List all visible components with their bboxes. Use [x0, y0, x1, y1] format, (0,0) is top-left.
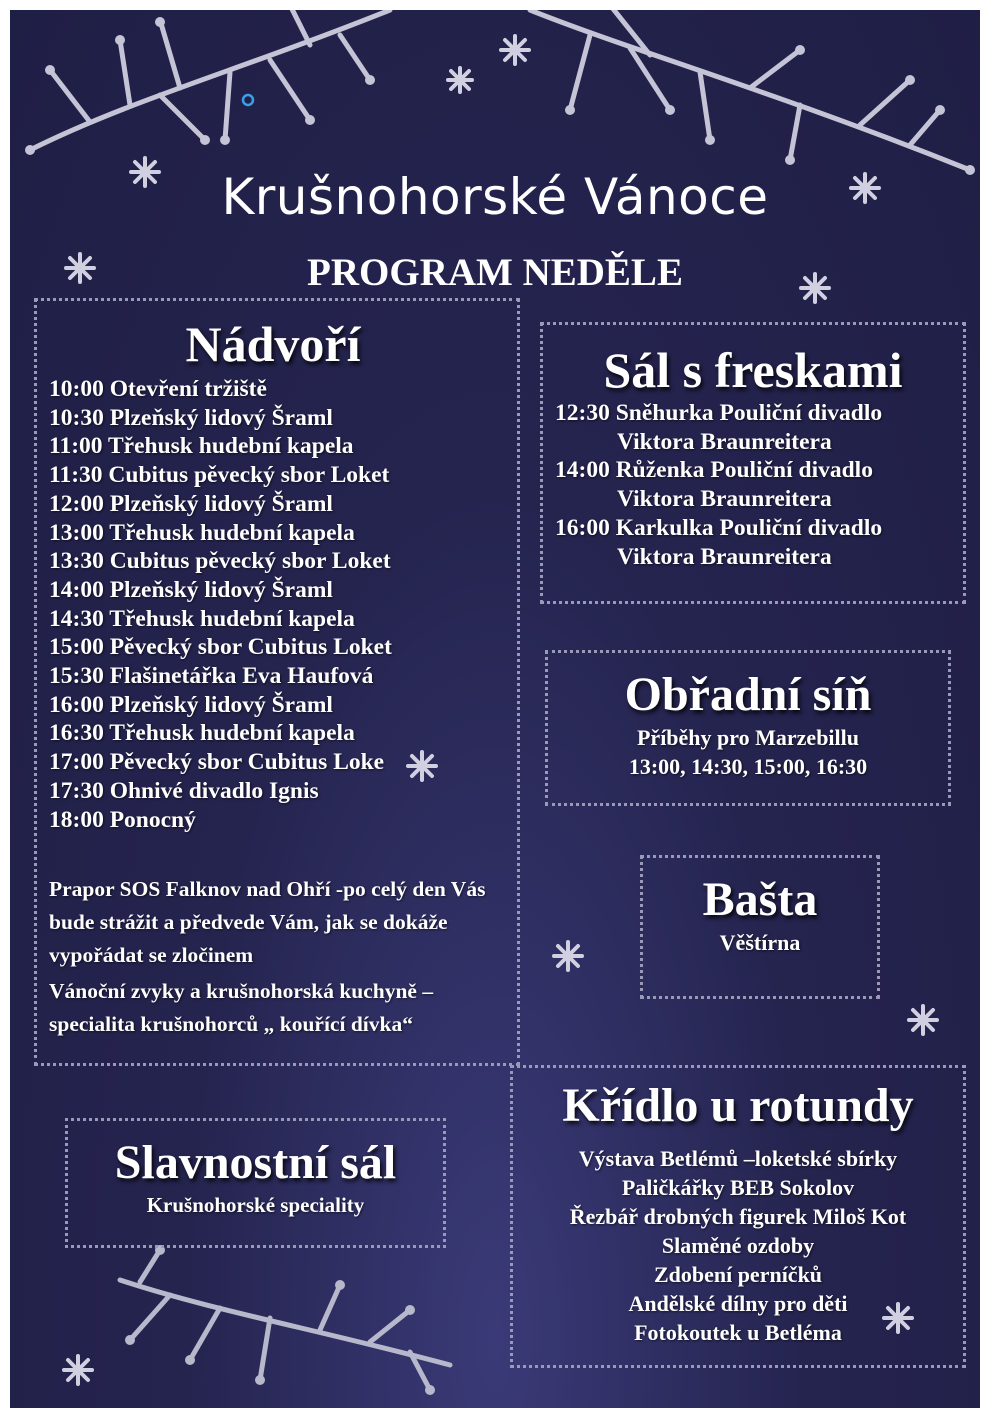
text-line: 13:00, 14:30, 15:00, 16:30 — [628, 754, 868, 779]
section-slavnostni-sal — [65, 1118, 446, 1248]
list-item: Fotokoutek u Betléma — [634, 1320, 842, 1345]
list-item: Viktora Braunreitera — [617, 486, 832, 513]
schedule-item: 13:30 Cubitus pěvecký sbor Loket — [49, 548, 391, 575]
schedule-item: 10:00 Otevření tržiště — [49, 376, 267, 402]
branch-decoration-bottom — [120, 1250, 450, 1390]
activity-list — [513, 1144, 963, 1347]
text-line: Příběhy pro Marzebillu — [636, 725, 860, 750]
list-item: Zdobení perníčků — [653, 1262, 823, 1287]
section-kridlo-u-rotundy — [510, 1065, 966, 1368]
list-item: Řezbář drobných figurek Miloš Kot — [569, 1204, 907, 1229]
schedule-list — [37, 375, 517, 834]
section-sal-s-freskami — [540, 322, 966, 604]
schedule-item: 13:00 Třehusk hudební kapela — [49, 519, 355, 546]
text-line: Krušnohorské speciality — [146, 1193, 365, 1217]
branch-decoration-top-right — [530, 10, 970, 170]
section-heading: Sál s freskami — [603, 342, 903, 398]
list-item: Paličkářky BEB Sokolov — [621, 1175, 855, 1200]
text-line: Věštírna — [719, 930, 801, 955]
section-heading: Bašta — [702, 873, 818, 926]
list-item: Viktora Braunreitera — [617, 428, 832, 455]
branch-berries-bottom — [125, 1245, 435, 1395]
schedule-item: 16:30 Třehusk hudební kapela — [49, 720, 355, 747]
schedule-item: 11:30 Cubitus pěvecký sbor Loket — [49, 462, 390, 489]
list-item: Andělské dílny pro děti — [628, 1291, 848, 1316]
list-item: Viktora Braunreitera — [617, 543, 832, 570]
schedule-item: 12:00 Plzeňský lidový Šraml — [49, 490, 333, 517]
section-heading: Slavnostní sál — [114, 1136, 397, 1189]
schedule-item: 17:30 Ohnivé divadlo Ignis — [49, 777, 319, 804]
section-heading: Obřadní síň — [624, 668, 872, 721]
schedule-item: 10:30 Plzeňský lidový Šraml — [49, 404, 333, 431]
paragraph-police: Prapor SOS Falknov nad Ohří -po celý den Vás bude strážit a předvede Vám, jak se dokáže vypořádat se zločinem — [49, 877, 486, 967]
schedule-list — [543, 399, 963, 571]
schedule-item: 16:00 Plzeňský lidový Šraml — [49, 691, 333, 718]
section-obradni-sin — [545, 650, 951, 806]
schedule-item: 17:00 Pěvecký sbor Cubitus Loke — [49, 749, 385, 776]
branch-berries-left — [25, 17, 375, 155]
section-basta — [640, 855, 880, 999]
schedule-item: 18:00 Ponocný — [49, 806, 196, 833]
schedule-item: 14:00 Plzeňský lidový Šraml — [49, 576, 333, 603]
schedule-item: 14:30 Třehusk hudební kapela — [49, 605, 355, 632]
list-item: 16:00 Karkulka Pouliční divadlo — [555, 514, 883, 541]
schedule-item: 15:30 Flašinetářka Eva Haufová — [49, 663, 374, 690]
schedule-item: 11:00 Třehusk hudební kapela — [49, 433, 354, 460]
list-item: Výstava Betlémů –loketské sbírky — [578, 1146, 898, 1171]
schedule-item: 15:00 Pěvecký sbor Cubitus Loket — [49, 634, 392, 661]
branch-decoration-top-left — [30, 10, 390, 150]
paragraph-customs: Vánoční zvyky a krušnohorská kuchyně – specialita krušnohorců „ kouřící dívka“ — [49, 979, 434, 1036]
section-heading: Nádvoří — [185, 316, 361, 372]
branch-berries-right — [565, 45, 975, 175]
small-circle-icon — [243, 95, 253, 105]
page-subtitle: PROGRAM NEDĚLE — [307, 251, 683, 294]
page-title: Krušnohorské Vánoce — [221, 168, 769, 226]
list-item: 12:30 Sněhurka Pouliční divadlo — [555, 400, 883, 426]
list-item: Slaměné ozdoby — [661, 1233, 815, 1258]
section-nadvori — [34, 298, 520, 1066]
list-item: 14:00 Růženka Pouliční divadlo — [555, 457, 873, 484]
section-heading: Křídlo u rotundy — [562, 1079, 914, 1132]
poster — [10, 10, 980, 1408]
